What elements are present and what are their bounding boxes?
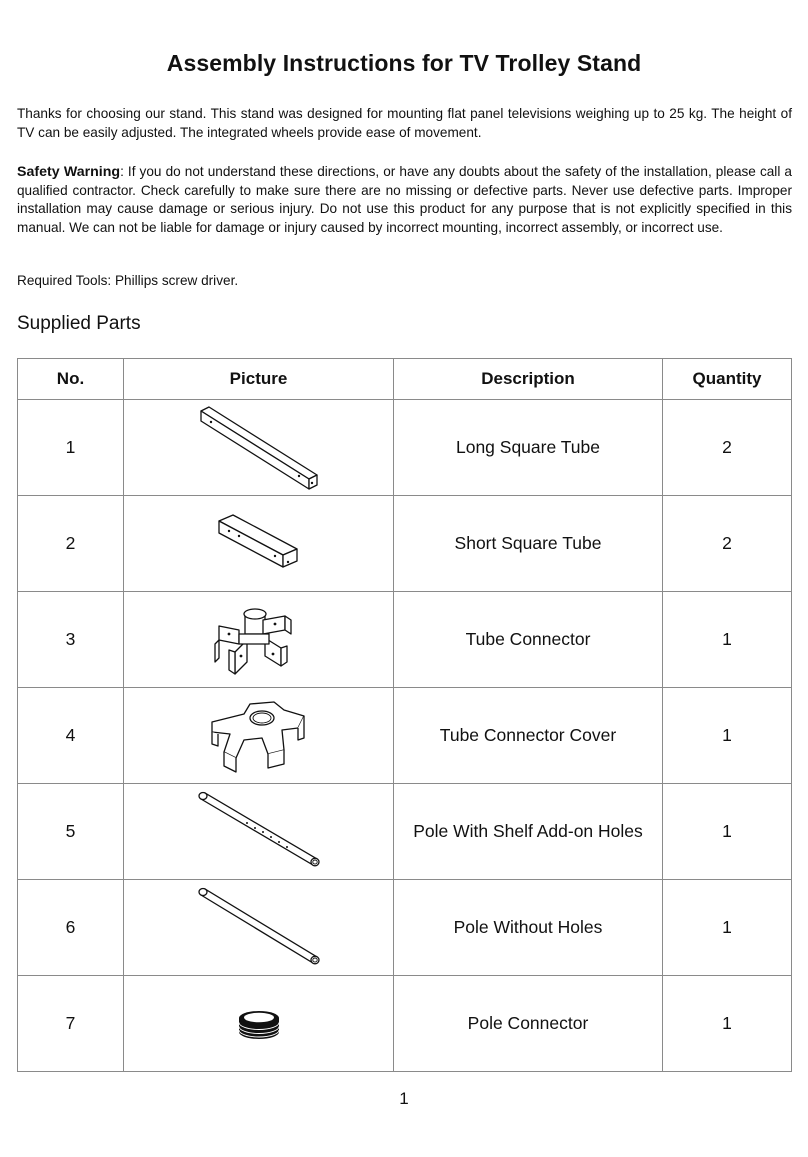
part-quantity: 2 [663, 400, 792, 496]
part-quantity: 1 [663, 880, 792, 976]
part-quantity: 1 [663, 784, 792, 880]
part-number: 1 [18, 400, 124, 496]
table-row [18, 592, 792, 688]
part-number: 2 [18, 496, 124, 592]
part-number: 6 [18, 880, 124, 976]
part-number: 7 [18, 976, 124, 1072]
long-square-tube-icon [189, 403, 329, 493]
part-picture [124, 688, 394, 784]
short-square-tube-icon [209, 509, 309, 579]
header-quantity: Quantity [663, 359, 792, 400]
part-description: Pole Connector [394, 976, 663, 1072]
part-description: Short Square Tube [394, 496, 663, 592]
pole-connector-icon [229, 1004, 289, 1044]
safety-warning-paragraph [17, 163, 792, 237]
part-quantity: 1 [663, 976, 792, 1072]
pole-with-holes-icon [189, 787, 329, 877]
table-header-row [18, 359, 792, 400]
pole-without-holes-icon [189, 883, 329, 973]
section-title: Supplied Parts [17, 313, 141, 334]
part-picture [124, 880, 394, 976]
header-description: Description [394, 359, 663, 400]
page-number: 1 [399, 1089, 409, 1108]
parts-table [17, 358, 792, 1072]
part-picture [124, 976, 394, 1072]
header-no: No. [18, 359, 124, 400]
part-description: Long Square Tube [394, 400, 663, 496]
table-row [18, 976, 792, 1072]
table-row [18, 688, 792, 784]
part-picture [124, 400, 394, 496]
table-row [18, 880, 792, 976]
intro-paragraph: Thanks for choosing our stand. This stand was designed for mounting flat panel televisions weighing up to 25 kg. The height of TV can be easily adjusted. The integrated wheels provide ease of movement. [17, 106, 792, 140]
part-description: Pole Without Holes [394, 880, 663, 976]
part-picture [124, 784, 394, 880]
part-quantity: 1 [663, 688, 792, 784]
page-title: Assembly Instructions for TV Trolley Stand [166, 50, 642, 76]
table-row [18, 784, 792, 880]
part-picture [124, 496, 394, 592]
table-row [18, 496, 792, 592]
part-number: 3 [18, 592, 124, 688]
part-description: Tube Connector [394, 592, 663, 688]
part-quantity: 2 [663, 496, 792, 592]
part-number: 4 [18, 688, 124, 784]
table-row [18, 400, 792, 496]
safety-warning-text: : If you do not understand these directions, or have any doubts about the safety of the installation, please call a qualified contractor. Check carefully to make sure there are no missing or defective parts. Never use defective parts. Improper installation may cause damage or serious injury. Do not use this product for any purpose that is not explicitly specified in this manual. We can not be liable for damage or injury caused by incorrect mounting, incorrect assembly, or incorrect use. [17, 164, 792, 235]
required-tools: Required Tools: Phillips screw driver. [17, 273, 239, 288]
tube-connector-cover-icon [204, 694, 314, 778]
part-number: 5 [18, 784, 124, 880]
safety-warning-label: Safety Warning [17, 164, 121, 180]
part-description: Pole With Shelf Add-on Holes [394, 784, 663, 880]
part-description: Tube Connector Cover [394, 688, 663, 784]
part-picture [124, 592, 394, 688]
part-quantity: 1 [663, 592, 792, 688]
tube-connector-icon [209, 600, 309, 680]
header-picture: Picture [124, 359, 394, 400]
